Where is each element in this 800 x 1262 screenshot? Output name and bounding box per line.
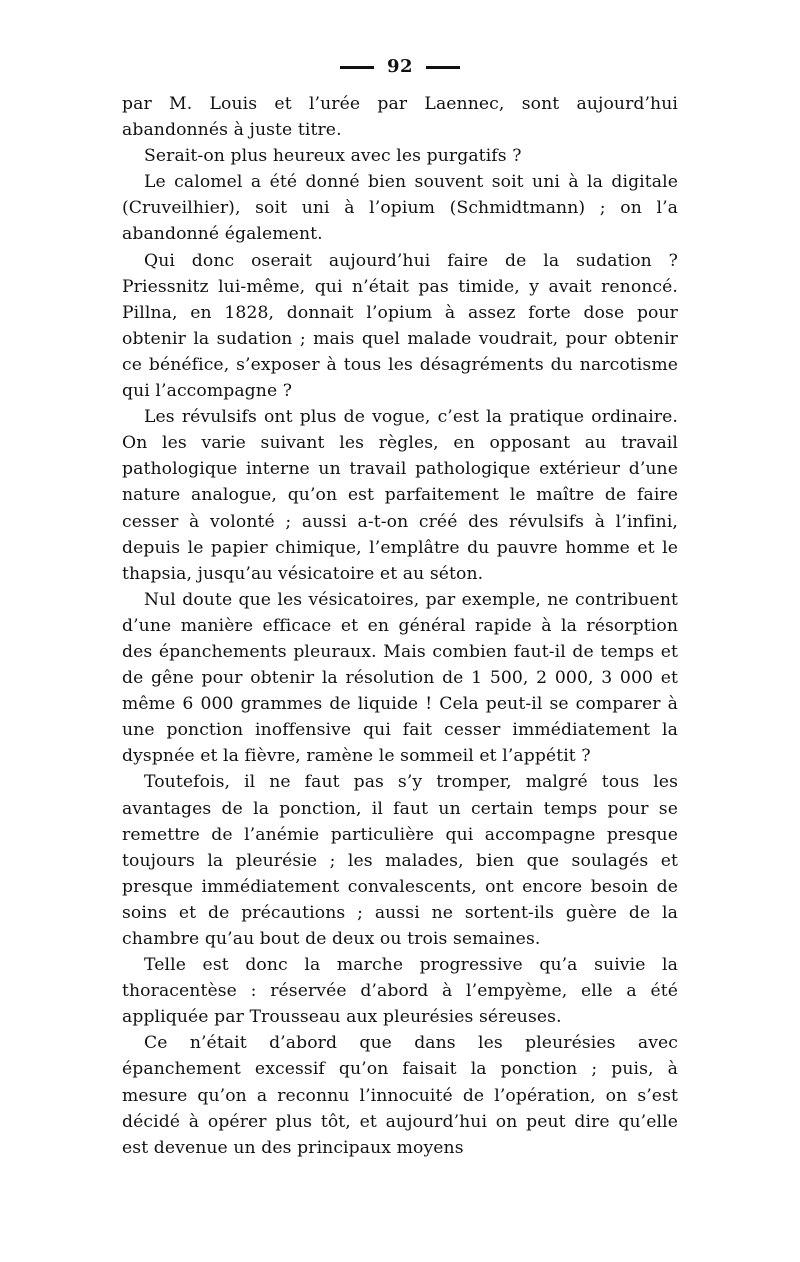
paragraph-ponction: Ce n’était d’abord que dans les pleurésies avec épanchement excessif qu’on faisait la ponction ; puis, à mesure qu’on a reconnu l’innocuité de l’opération, on s’est décidé à opérer plus tôt, et aujourd’hui on peut dire qu’elle est devenue un des principaux moyens [122,1033,678,1158]
paragraph-continuation: par M. Louis et l’urée par Laennec, sont aujourd’hui abandonnés à juste titre. [122,94,678,141]
paragraph-sudation: Qui donc oserait aujourd’hui faire de la sudation ? Priessnitz lui-même, qui n’était pas timide, y avait renoncé. Pillna, en 1828, donnait l’opium à assez forte dose pour obtenir la sudation ; mais quel malade voudrait, pour obtenir ce bénéfice, s’exposer à tous les désagréments du narcotisme qui l’accompagne ? [122,250,678,402]
paragraph-thoracentese: Telle est donc la marche progressive qu’a suivie la thoracentèse : réservée d’abord à l’empyème, elle a été appliquée par Trousseau aux pleurésies séreuses. [122,955,678,1028]
book-page [122,56,678,1161]
dash-right [426,66,460,69]
paragraph-purgatifs: Serait-on plus heureux avec les purgatifs ? [144,146,522,167]
paragraph-revulsifs: Les révulsifs ont plus de vogue, c’est la pratique ordinaire. On les varie suivant les règles, en opposant au travail pathologique interne un travail pathologique extérieur d’une nature analogue, qu’on est parfaitement le maître de faire cesser à volonté ; aussi a-t-on créé des révulsifs à l’infini, depuis le papier chimique, l’emplâtre du pauvre homme et le thapsia, jusqu’au vésicatoire et au séton. [122,407,678,584]
paragraph-toutefois: Toutefois, il ne faut pas s’y tromper, malgré tous les avantages de la ponction, il faut un certain temps pour se remettre de l’anémie particulière qui accompagne presque toujours la pleurésie ; les malades, bien que soulagés et presque immédiatement convalescents, ont encore besoin de soins et de précautions ; aussi ne sortent-ils guère de la chambre qu’au bout de deux ou trois semaines. [122,772,678,949]
dash-left [340,66,374,69]
paragraph-vesicatoires: Nul doute que les vésicatoires, par exemple, ne contribuent d’une manière efficace et en général rapide à la résorption des épanchements pleuraux. Mais combien faut-il de temps et de gêne pour obtenir la résolution de 1 500, 2 000, 3 000 et même 6 000 grammes de liquide ! Cela peut-il se comparer à une ponction inoffensive qui fait cesser immédiatement la dyspnée et la fièvre, ramène le sommeil et l’appétit ? [122,589,678,767]
page-number-header [122,56,678,78]
page-number: 92 [386,56,414,77]
paragraph-calomel: Le calomel a été donné bien souvent soit uni à la digitale (Cruveilhier), soit uni à l’opium (Schmidtmann) ; on l’a abandonné également. [122,172,678,245]
